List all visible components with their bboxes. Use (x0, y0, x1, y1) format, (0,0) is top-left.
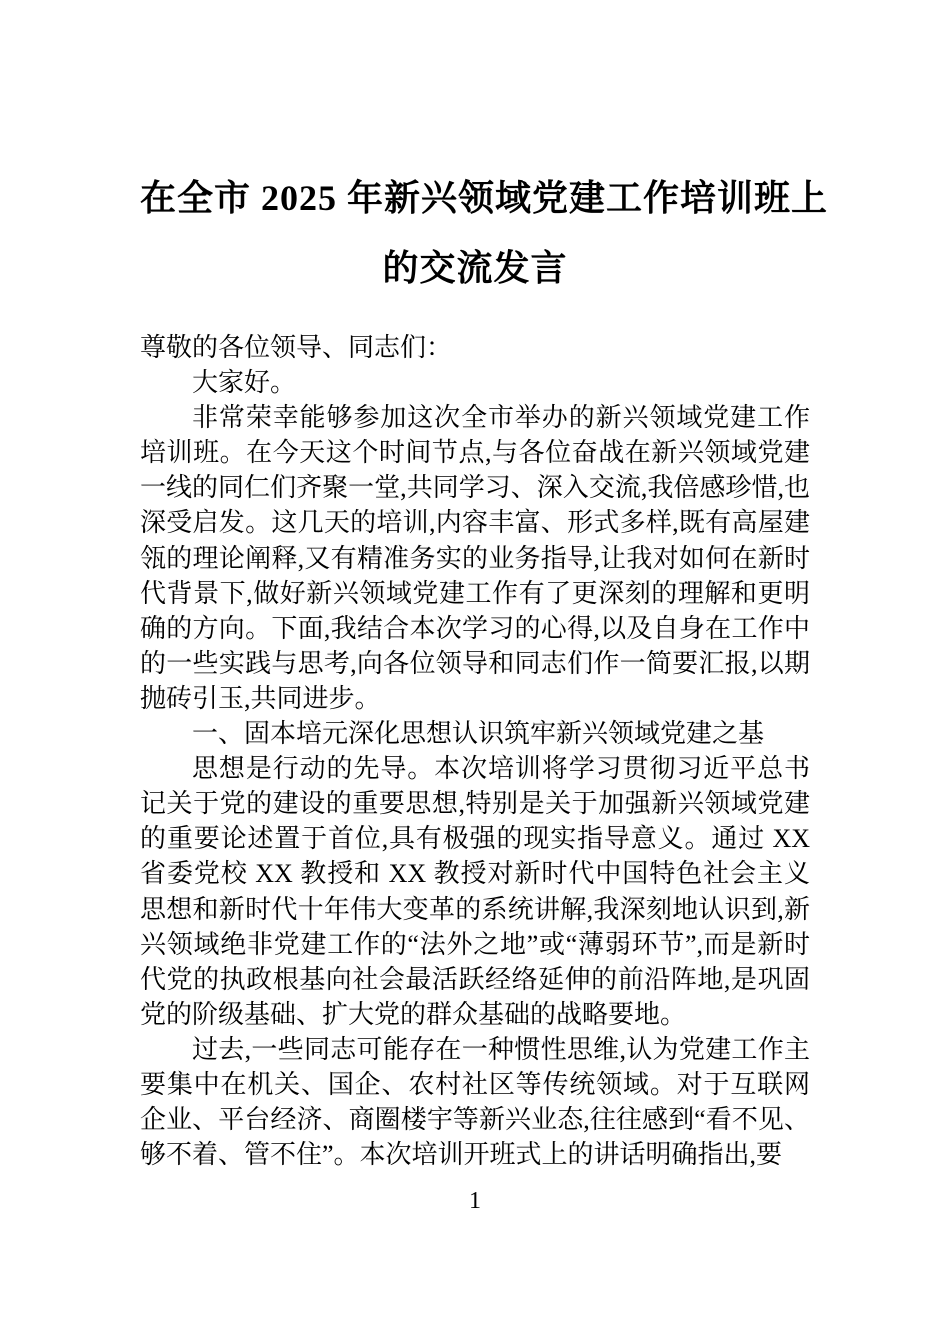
section-paragraph-1: 思想是行动的先导。本次培训将学习贯彻习近平总书记关于党的建设的重要思想,特别是关于加强新兴领域党建的重要论述置于首位,具有极强的现实指导意义。通过 XX 省委党校 XX 教授和 XX 教授对新时代中国特色社会主义思想和新时代十年伟大变革的系统讲解,我深刻地认识到,新兴领域绝非党建工作的“法外之地”或“薄弱环节”,而是新时代党的执政根基向社会最活跃经络延伸的前沿阵地,是巩固党的阶级基础、扩大党的群众基础的战略要地。 (140, 754, 810, 1029)
section-paragraph-2: 过去,一些同志可能存在一种惯性思维,认为党建工作主要集中在机关、国企、农村社区等传统领域。对于互联网企业、平台经济、商圈楼宇等新兴业态,往往感到“看不见、够不着、管不住”。本次培训开班式上的讲话明确指出,要 (140, 1034, 810, 1170)
document-body (140, 330, 810, 1172)
greeting-paragraph: 大家好。 (192, 368, 297, 398)
document-title (140, 163, 829, 303)
salutation-paragraph: 尊敬的各位领导、同志们： (140, 333, 453, 362)
intro-paragraph: 非常荣幸能够参加这次全市举办的新兴领域党建工作培训班。在今天这个时间节点,与各位奋战在新兴领域党建一线的同仁们齐聚一堂,共同学习、深入交流,我倍感珍惜,也深受启发。这几天的培训,内容丰富、形式多样,既有高屋建瓴的理论阐释,又有精准务实的业务指导,让我对如何在新时代背景下,做好新兴领域党建工作有了更深刻的理解和更明确的方向。下面,我结合本次学习的心得,以及自身在工作中的一些实践与思考,向各位领导和同志们作一简要汇报,以期抛砖引玉,共同进步。 (140, 403, 810, 713)
page-number: 1 (469, 1188, 481, 1214)
document-title-line-1: 在全市 2025 年新兴领域党建工作培训班上 (140, 178, 829, 218)
document-title-line-2: 的交流发言 (382, 248, 568, 288)
section-heading: 一、固本培元深化思想认识筑牢新兴领域党建之基 (192, 719, 765, 749)
